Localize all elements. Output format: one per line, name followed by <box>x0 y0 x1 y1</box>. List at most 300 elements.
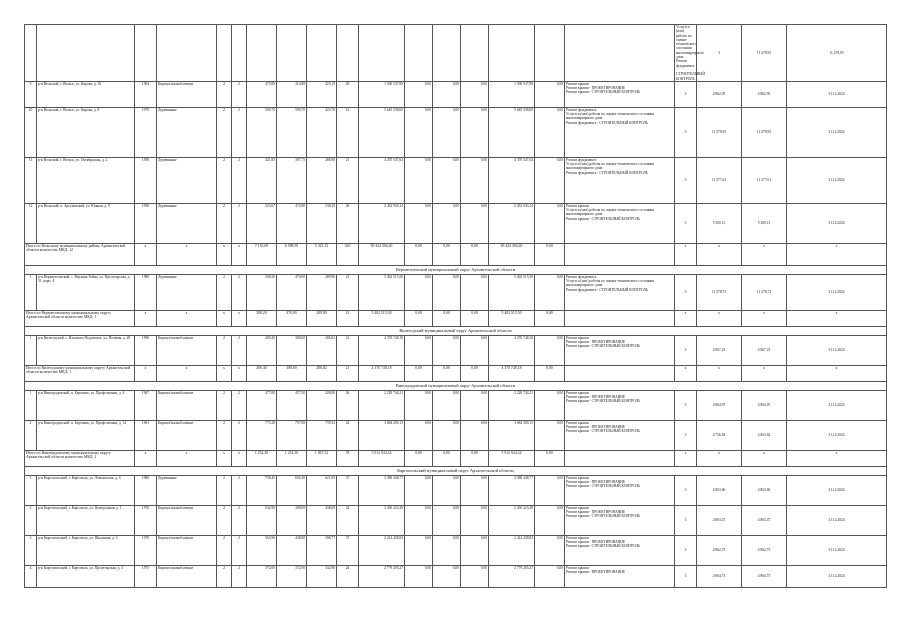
tail-cell: 31.12.2024 <box>787 475 887 505</box>
table-cell: 1970 <box>135 505 157 535</box>
tail-cell: 11 278,95 <box>742 25 787 82</box>
works-cell <box>565 81 675 107</box>
table-cell: 4 370 748,18 <box>359 335 405 365</box>
tail-cell: 4 864,97 <box>697 390 742 420</box>
table-cell: 42 <box>337 420 359 450</box>
work-cell <box>565 310 675 326</box>
tail-cell: 4 756,82 <box>697 420 742 450</box>
tail-cell: 4 862,95 <box>697 81 742 107</box>
row-number: 1 <box>25 475 37 505</box>
tail-cell: 11 278,73 <box>742 274 787 310</box>
table-cell: 4 470 547,64 <box>359 157 405 203</box>
table-cell: 438,80 <box>277 535 307 565</box>
tail-cell: 31.12.2024 <box>787 274 887 310</box>
address-cell: р-н Виноградовский, п. Березник, ул. Профсоюзная, д. 14 <box>37 420 135 450</box>
table-row <box>25 565 887 587</box>
table-cell: 0,00 <box>405 420 433 450</box>
table-cell: 0,00 <box>535 475 565 505</box>
tail-cell: 4 863,60 <box>697 475 742 505</box>
table-cell: 457,50 <box>277 390 307 420</box>
total-cell: 4 370 748,18 <box>489 365 535 381</box>
tail-cell: 31.12.2024 <box>787 565 887 587</box>
table-row <box>25 107 887 157</box>
table-cell: 0,00 <box>461 390 489 420</box>
table-cell: 0,00 <box>433 274 461 310</box>
table-cell <box>307 25 337 82</box>
table-cell: 289,90 <box>307 274 337 310</box>
total-cell: x <box>135 243 157 265</box>
table-cell: 0,00 <box>461 274 489 310</box>
total-cell: x <box>232 310 247 326</box>
work-item: Услуги и (или) работы по оценке технического состояния многоквартирного дома <box>566 208 654 217</box>
table-cell: 21 <box>337 274 359 310</box>
work-item: Ремонт крыши - ПРОЕКТИРОВАНИЕ <box>566 395 626 400</box>
table-cell: 37 <box>337 535 359 565</box>
table-cell: Деревянные <box>157 475 217 505</box>
tail-cell: 31.12.2024 <box>787 157 887 203</box>
total-cell: 78 <box>337 450 359 466</box>
table-cell: 3 684 200,13 <box>359 420 405 450</box>
table-row <box>25 505 887 535</box>
table-cell: 775,20 <box>247 420 277 450</box>
total-cell: 0,00 <box>535 310 565 326</box>
table-cell: 314,88 <box>277 81 307 107</box>
row-number <box>25 25 37 82</box>
table-cell: 36 <box>337 390 359 420</box>
work-item: Услуги и (или) работы по оценке технического состояния многоквартирного дома <box>566 112 654 121</box>
tail-cell: 3 <box>675 535 697 565</box>
table-cell: Деревянные <box>157 203 217 243</box>
row-number: 1 <box>25 335 37 365</box>
table-cell: 288,90 <box>307 157 337 203</box>
table-row <box>25 535 887 565</box>
table-cell: Деревянные <box>157 157 217 203</box>
work-item: Ремонт крыши <box>566 420 589 425</box>
tail-cell: 3 <box>675 335 697 365</box>
table-row <box>25 390 887 420</box>
table-cell: 542,90 <box>247 505 277 535</box>
work-item: Ремонт крыши - ПРОЕКТИРОВАНИЕ <box>566 425 626 430</box>
tail-cell: 3 <box>675 390 697 420</box>
works-cell <box>565 565 675 587</box>
work-item: Ремонт крыши <box>566 335 589 340</box>
table-cell: 5 402 515,50 <box>359 274 405 310</box>
total-cell: x <box>217 450 232 466</box>
work-item: Ремонт крыши - СТРОИТЕЛЬНЫЙ КОНТРОЛЬ <box>566 399 641 404</box>
tail-cell: 31.12.2024 <box>787 390 887 420</box>
works-cell <box>565 335 675 365</box>
total-cell: 85 424 304,20 <box>489 243 535 265</box>
section-title: Виноградовский муниципальный округ Архангельской области <box>25 381 887 390</box>
work-item: Услуги и (или) работы по оценке технического состояния многоквартирного дома <box>566 279 654 288</box>
table-cell: 1978 <box>135 535 157 565</box>
works-cell <box>565 274 675 310</box>
row-number: 2 <box>25 505 37 535</box>
total-cell: x <box>157 243 217 265</box>
total-tail-cell: x <box>675 450 697 466</box>
total-cell: 0,00 <box>433 310 461 326</box>
total-cell: 0,00 <box>433 450 461 466</box>
address-cell: р-н Каргопольский, г. Каргополь, ул. Центральная, д. 1 <box>37 505 135 535</box>
row-number: 1 <box>25 390 37 420</box>
table-row <box>25 420 887 450</box>
table-cell: 0,00 <box>433 535 461 565</box>
table-cell: 0,00 <box>433 505 461 535</box>
row-number: 9 <box>25 81 37 107</box>
table-cell: 2 <box>232 505 247 535</box>
work-item: Ремонт крыши - ПРОЕКТИРОВАНИЕ <box>566 540 626 545</box>
section-title: Верхнетоемский муниципальный округ Архангельской области <box>25 265 887 274</box>
total-cell: x <box>217 365 232 381</box>
table-cell: 0,00 <box>461 565 489 587</box>
total-tail-cell: x <box>742 310 787 326</box>
table-cell: 0,00 <box>535 157 565 203</box>
table-cell <box>535 25 565 82</box>
address-cell: р-н Вилегодский, с. Ильинско-Подомское, ул. Полевая, д. 28 <box>37 335 135 365</box>
table-cell: Кирпич/шлакоблочные <box>157 420 217 450</box>
table-cell: Кирпич/шлакоблочные <box>157 535 217 565</box>
table-cell: 21 <box>337 157 359 203</box>
address-cell: р-н Каргопольский, г. Каргополь, ул. Пролетарская, д. 3 <box>37 565 135 587</box>
total-cell: 0,00 <box>433 365 461 381</box>
table-cell: 2 <box>217 81 232 107</box>
total-tail-cell: x <box>742 450 787 466</box>
row-number: 11 <box>25 157 37 203</box>
table-cell: 1967 <box>135 390 157 420</box>
tail-cell: 31.12.2024 <box>787 505 887 535</box>
address-cell: р-н Вельский, г. Вельск, ул. Кирова, д. 8 <box>37 107 135 157</box>
total-cell: 7 155,69 <box>247 243 277 265</box>
total-row <box>25 365 887 381</box>
work-cell <box>565 450 675 466</box>
total-cell: 6 588,59 <box>277 243 307 265</box>
total-cell: x <box>135 310 157 326</box>
table-cell: 2 452 943,14 <box>489 203 535 243</box>
table-cell: 37 <box>337 475 359 505</box>
tail-cell: 31.12.2024 <box>787 107 887 157</box>
table-cell: 0,00 <box>433 107 461 157</box>
address-cell: р-н Вельский, п. Аргуновский, ул. Южная, д. 9 <box>37 203 135 243</box>
table-cell: 397,75 <box>277 157 307 203</box>
table-cell: 1990 <box>135 335 157 365</box>
table-cell: 438,69 <box>307 505 337 535</box>
table-cell <box>489 25 535 82</box>
total-cell: 0,00 <box>405 365 433 381</box>
table-cell: 472,80 <box>277 203 307 243</box>
total-cell: 0,00 <box>461 310 489 326</box>
total-tail-cell: x <box>787 243 887 265</box>
work-item: Услуги и (или) работы по оценке технического состояния многоквартирного дома <box>566 162 654 171</box>
tail-cell: 11 278,95 <box>787 25 887 82</box>
work-item: Услуги и (или) работы по оценке технического состояния многоквартирного дома <box>676 25 705 60</box>
table-cell: 0,00 <box>461 203 489 243</box>
table-cell: 0,00 <box>535 81 565 107</box>
table-cell: 0,00 <box>405 565 433 587</box>
total-label: Итого по Верхнетоемскому муниципальному округу Архангельской области количество МКД: 1 <box>25 310 135 326</box>
tail-cell: 3 <box>675 157 697 203</box>
tail-cell: 3 <box>675 420 697 450</box>
work-item: Ремонт крыши <box>566 535 589 540</box>
address-cell: р-н Вельский, г. Вельск, ул. Октябрьская, д. 2 <box>37 157 135 203</box>
table-cell: 2 414 438,84 <box>489 535 535 565</box>
total-cell: 400,40 <box>247 365 277 381</box>
work-item: Ремонт крыши - СТРОИТЕЛЬНЫЙ КОНТРОЛЬ <box>566 216 641 221</box>
tail-cell: 3 <box>675 107 697 157</box>
table-cell: 422,70 <box>307 107 337 157</box>
table-cell: 2 <box>217 475 232 505</box>
row-number: 10 <box>25 107 37 157</box>
work-item: Ремонт крыши <box>566 203 589 208</box>
table-cell: 2 <box>217 505 232 535</box>
total-cell: 0,00 <box>405 310 433 326</box>
works-cell <box>565 535 675 565</box>
table-cell <box>565 25 675 82</box>
total-cell: 286,82 <box>307 365 337 381</box>
table-cell: 32 <box>337 505 359 535</box>
works-cell <box>565 420 675 450</box>
tail-cell: 4 863,47 <box>697 505 742 535</box>
work-item: Ремонт крыши - СТРОИТЕЛЬНЫЙ КОНТРОЛЬ <box>566 484 641 489</box>
table-cell: 0,00 <box>535 107 565 157</box>
table-cell: 1 300 537,88 <box>359 81 405 107</box>
table-cell: 372,00 <box>247 565 277 587</box>
table-cell: 621,00 <box>307 475 337 505</box>
total-cell: 0,00 <box>461 450 489 466</box>
work-item: Ремонт крыши - ПРОЕКТИРОВАНИЕ <box>566 340 626 345</box>
tail-cell: 4 862,75 <box>697 535 742 565</box>
total-row <box>25 310 887 326</box>
table-cell: 2 <box>232 420 247 450</box>
table-cell: 0,00 <box>461 157 489 203</box>
table-cell: 0,00 <box>461 81 489 107</box>
table-cell: 0,00 <box>535 505 565 535</box>
total-cell: x <box>232 243 247 265</box>
table-row <box>25 203 887 243</box>
table-cell: 2 <box>232 335 247 365</box>
total-cell: 0,00 <box>461 243 489 265</box>
table-cell: 757,00 <box>277 420 307 450</box>
works-cell <box>565 390 675 420</box>
table-cell: 470,00 <box>277 274 307 310</box>
table-cell: 2 <box>232 81 247 107</box>
register-body <box>25 25 887 588</box>
table-cell: Кирпич/шлакоблочные <box>157 565 217 587</box>
work-item: Ремонт крыши - СТРОИТЕЛЬНЫЙ КОНТРОЛЬ <box>566 90 641 95</box>
table-cell: 286,82 <box>307 335 337 365</box>
table-cell <box>433 25 461 82</box>
tail-cell: 3 <box>675 274 697 310</box>
tail-cell: 11 277,61 <box>697 157 742 203</box>
tail-cell: 11 278,95 <box>742 107 787 157</box>
table-cell: 2 <box>232 475 247 505</box>
section-header-row <box>25 381 887 390</box>
table-cell: 2 <box>232 157 247 203</box>
tail-cell: 4 864,73 <box>697 565 742 587</box>
total-cell: x <box>232 365 247 381</box>
table-cell: 0,00 <box>405 535 433 565</box>
tail-cell: 4 864,97 <box>742 390 787 420</box>
table-cell: 0,00 <box>461 535 489 565</box>
table-cell <box>461 25 489 82</box>
table-cell: 0,00 <box>405 475 433 505</box>
table-cell: 308,60 <box>277 335 307 365</box>
table-cell: 692,30 <box>277 475 307 505</box>
table-cell: 20 <box>337 81 359 107</box>
total-tail-cell: x <box>742 243 787 265</box>
table-cell: 1958 <box>135 157 157 203</box>
table-cell: 0,00 <box>433 565 461 587</box>
total-cell: 4 370 748,18 <box>359 365 405 381</box>
section-title: Каргопольский муниципальный округ Архангельской области <box>25 466 887 475</box>
total-row <box>25 450 887 466</box>
work-cell <box>565 365 675 381</box>
table-row <box>25 335 887 365</box>
total-cell: 1 252,20 <box>247 450 277 466</box>
table-cell: 475,89 <box>247 81 277 107</box>
tail-cell: 11 278,95 <box>697 107 742 157</box>
table-cell: 0,00 <box>405 107 433 157</box>
address-cell <box>37 25 135 82</box>
work-item: Ремонт фундамента <box>566 157 597 162</box>
register-table <box>24 24 887 588</box>
section-header-row <box>25 326 887 335</box>
total-cell: 0,00 <box>535 243 565 265</box>
total-tail-cell: x <box>675 365 697 381</box>
total-cell: 508,20 <box>247 310 277 326</box>
total-cell: x <box>135 450 157 466</box>
works-cell <box>565 475 675 505</box>
tail-cell: 11 278,73 <box>697 274 742 310</box>
work-item: Ремонт крыши - СТРОИТЕЛЬНЫЙ КОНТРОЛЬ <box>566 429 641 434</box>
tail-cell: 31.12.2024 <box>787 535 887 565</box>
table-cell <box>217 25 232 82</box>
table-cell <box>232 25 247 82</box>
table-cell: 500,70 <box>247 107 277 157</box>
tail-cell: 31.12.2024 <box>787 335 887 365</box>
table-cell: 0,00 <box>433 390 461 420</box>
table-cell: 0,00 <box>535 390 565 420</box>
work-item: Ремонт фундамента - СТРОИТЕЛЬНЫЙ КОНТРОЛЬ <box>566 287 648 292</box>
table-row <box>25 81 887 107</box>
table-cell: 0,00 <box>535 203 565 243</box>
total-label: Итого по Виноградовскому муниципальному округу Архангельской области количество МКД: 2 <box>25 450 135 466</box>
table-cell: 0,00 <box>405 335 433 365</box>
total-tail-cell: x <box>742 365 787 381</box>
tail-cell: 31.12.2024 <box>787 81 887 107</box>
table-cell: 563,96 <box>247 535 277 565</box>
table-cell: 2 <box>217 390 232 420</box>
row-number: 12 <box>25 203 37 243</box>
table-cell: 0,00 <box>535 420 565 450</box>
table-cell: 4 370 748,18 <box>489 335 535 365</box>
total-tail-cell: x <box>697 450 742 466</box>
table-cell: 21 <box>337 335 359 365</box>
tail-cell: 5 300,13 <box>697 203 742 243</box>
total-cell: 21 <box>337 310 359 326</box>
table-cell: 2 779 205,27 <box>359 565 405 587</box>
table-cell: 421,85 <box>247 157 277 203</box>
table-cell: 5 645 538,60 <box>359 107 405 157</box>
tail-cell: 4 867,23 <box>697 335 742 365</box>
total-cell: 289,90 <box>307 310 337 326</box>
table-cell: 0,00 <box>405 390 433 420</box>
total-row <box>25 243 887 265</box>
tail-cell: 31.12.2024 <box>787 203 887 243</box>
tail-cell: 5 300,13 <box>742 203 787 243</box>
work-item: Ремонт крыши <box>566 475 589 480</box>
section-title: Вилегодский муниципальный округ Архангельской области <box>25 326 887 335</box>
table-cell: 2 <box>232 565 247 587</box>
total-cell: 0,00 <box>433 243 461 265</box>
tail-cell: 31.12.2024 <box>787 420 887 450</box>
table-cell: Деревянные <box>157 107 217 157</box>
work-item: Ремонт крыши - СТРОИТЕЛЬНЫЙ КОНТРОЛЬ <box>566 344 641 349</box>
table-cell: 2 779 205,27 <box>489 565 535 587</box>
table-cell <box>247 25 277 82</box>
table-cell: 0,00 <box>405 274 433 310</box>
table-cell: 758,46 <box>247 475 277 505</box>
work-item: Ремонт фундамента - СТРОИТЕЛЬНЫЙ КОНТРОЛЬ <box>676 59 705 81</box>
total-cell: 5 325,12 <box>307 243 337 265</box>
total-cell: 5 402 515,50 <box>359 310 405 326</box>
table-cell: 0,00 <box>535 274 565 310</box>
table-cell: 0,00 <box>433 203 461 243</box>
table-cell: 0,00 <box>433 157 461 203</box>
table-cell: 0,00 <box>433 335 461 365</box>
total-label: Итого по Вилегодскому муниципальному округу Архангельской области количество МКД: 1 <box>25 365 135 381</box>
table-cell: 0,00 <box>535 565 565 587</box>
total-cell: 21 <box>337 365 359 381</box>
total-cell: 0,00 <box>535 450 565 466</box>
table-cell: 1961 <box>135 420 157 450</box>
total-cell: 85 424 304,20 <box>359 243 405 265</box>
total-tail-cell: x <box>787 310 887 326</box>
work-item: Ремонт крыши - ПРОЕКТИРОВАНИЕ <box>566 86 626 91</box>
tail-cell: 4 863,82 <box>742 420 787 450</box>
table-cell <box>277 25 307 82</box>
table-cell: 2 450 223,28 <box>359 505 405 535</box>
total-tail-cell: x <box>787 365 887 381</box>
table-cell: 2 <box>232 535 247 565</box>
total-cell: 5 912 944,34 <box>359 450 405 466</box>
table-cell <box>135 25 157 82</box>
table-cell: 21 <box>337 107 359 157</box>
table-cell: 2 414 438,84 <box>359 535 405 565</box>
table-cell: 2 <box>232 107 247 157</box>
table-cell: 2 <box>217 157 232 203</box>
row-number: 2 <box>25 420 37 450</box>
work-item: Ремонт крыши - ПРОЕКТИРОВАНИЕ <box>566 480 626 485</box>
tail-cell: 4 862,75 <box>742 535 787 565</box>
total-cell: x <box>135 365 157 381</box>
total-cell: 308,60 <box>277 365 307 381</box>
tail-cell: 4 867,23 <box>742 335 787 365</box>
table-cell: 739,32 <box>307 420 337 450</box>
total-tail-cell: x <box>675 310 697 326</box>
tail-cell: 4 863,47 <box>742 505 787 535</box>
table-cell: 2 <box>232 274 247 310</box>
address-cell: р-н Каргопольский, г. Каргополь, ул. Школьная, д. 3 <box>37 535 135 565</box>
table-cell: 2 <box>217 203 232 243</box>
table-cell: 2 <box>232 390 247 420</box>
work-cell <box>565 243 675 265</box>
work-item: Ремонт фундамента - СТРОИТЕЛЬНЫЙ КОНТРОЛЬ <box>566 120 648 125</box>
table-cell: 0,00 <box>461 420 489 450</box>
work-item: Ремонт крыши - ПРОЕКТИРОВАНИЕ <box>566 510 626 515</box>
total-cell: 1 067,32 <box>307 450 337 466</box>
table-cell: 0,00 <box>461 335 489 365</box>
address-cell: р-н Верхнетоемский, с. Верхняя Тойма, ул. Пролетарская, д. 31, корп. 4 <box>37 274 135 310</box>
